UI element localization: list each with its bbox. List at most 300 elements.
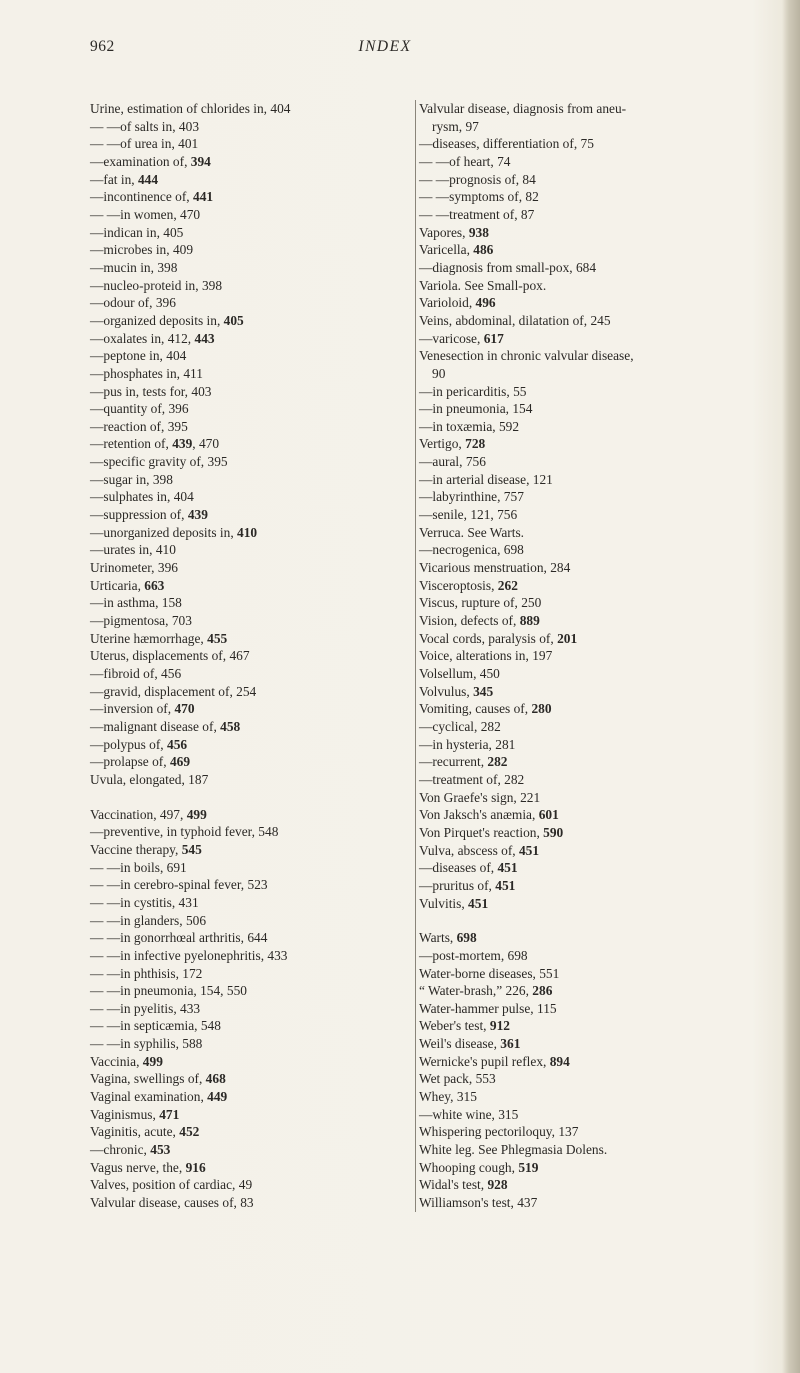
entry-dash: — <box>90 224 104 240</box>
entry-dash: — — <box>90 930 121 946</box>
index-entry <box>90 541 410 559</box>
entry-page-number: 403 <box>178 118 200 134</box>
entry-dash: — <box>90 171 104 187</box>
entry-page-number: 698 <box>503 542 524 558</box>
entry-text: Uvula, elongated, <box>90 771 189 787</box>
entry-page-number: 315 <box>498 1106 519 1122</box>
entry-dash: — <box>419 947 433 963</box>
entry-dash: — — <box>90 983 121 999</box>
entry-page-number: 698 <box>507 947 528 963</box>
entry-page-number: 405 <box>163 224 184 240</box>
entry-dash: — <box>90 348 104 364</box>
entry-text: in phthisis, <box>120 965 183 981</box>
index-entry <box>90 982 410 1000</box>
entry-page-number: 97 <box>465 118 479 134</box>
entry-text: in pericarditis, <box>432 383 514 399</box>
index-entry <box>90 171 410 189</box>
index-entry <box>90 1176 410 1194</box>
entry-text: recurrent, <box>432 754 488 770</box>
index-entry <box>90 1141 410 1159</box>
entry-page-number: 284 <box>550 560 571 576</box>
entry-text: of urea in, <box>120 136 179 152</box>
entry-text: Valvular disease, diagnosis from aneu- <box>419 101 627 116</box>
entry-text: prolapse of, <box>103 754 170 770</box>
entry-dash: — <box>419 418 433 434</box>
entry-dash: — <box>90 189 104 205</box>
entry-text: Vertigo, <box>419 436 466 452</box>
entry-text: specific gravity of, <box>103 454 208 470</box>
index-entry <box>90 224 410 242</box>
entry-dash: — <box>90 542 104 558</box>
entry-page-number: 456 <box>167 736 188 752</box>
entry-page-number: 398 <box>152 471 173 487</box>
index-entry <box>419 877 779 895</box>
entry-page-number: 499 <box>142 1053 163 1069</box>
index-entry <box>90 771 410 789</box>
entry-extra-pages: , 470 <box>192 436 220 452</box>
index-entry <box>419 1123 779 1141</box>
index-entry <box>419 1035 779 1053</box>
entry-dash: — <box>419 542 433 558</box>
index-entry <box>90 418 410 436</box>
entry-page-number: 74 <box>497 153 511 169</box>
index-entry <box>90 965 410 983</box>
entry-page-number: 450 <box>479 666 500 681</box>
entry-dash: — <box>419 860 433 876</box>
index-entry <box>90 312 410 330</box>
entry-text: in cerebro-spinal fever, <box>120 877 248 893</box>
index-entry <box>90 1000 410 1018</box>
entry-page-number: 545 <box>181 841 202 857</box>
entry-dash: — — <box>90 118 121 134</box>
index-entry <box>90 241 410 259</box>
entry-page-number: 121 <box>532 471 553 487</box>
entry-page-number: 409 <box>172 242 194 258</box>
index-entry <box>419 1141 779 1159</box>
entry-dash: — <box>419 401 433 417</box>
entry-dash: — <box>90 277 104 293</box>
entry-text: Vagina, swellings of, <box>90 1071 206 1087</box>
entry-page-number: 82 <box>525 189 539 205</box>
index-entry <box>90 330 410 348</box>
index-entry <box>419 365 779 383</box>
entry-text: Urine, estimation of chlorides in, <box>90 101 271 116</box>
entry-dash: — <box>90 401 104 417</box>
index-entry <box>90 453 410 471</box>
entry-text: Volsellum, <box>419 666 480 681</box>
entry-text: suppression of, <box>103 507 188 523</box>
index-entry <box>419 577 779 595</box>
index-entry <box>90 665 410 683</box>
entry-dash: — — <box>90 894 121 910</box>
index-entry <box>90 594 410 612</box>
index-entry <box>419 736 779 754</box>
entry-page-number: 437 <box>517 1195 538 1211</box>
entry-page-number: 433 <box>267 947 288 963</box>
index-entry <box>90 700 410 718</box>
entry-page-number: 49 <box>238 1177 253 1193</box>
entry-page-number: 506 <box>185 912 207 928</box>
entry-text: cyclical, <box>432 718 481 734</box>
running-head <box>0 38 800 66</box>
index-entry <box>90 683 410 701</box>
entry-dash: — — <box>419 171 450 187</box>
index-entry <box>90 1035 410 1053</box>
entry-page-number: 592 <box>498 418 520 434</box>
index-entry <box>90 1053 410 1071</box>
entry-text: Vocal cords, paralysis of, <box>419 630 558 646</box>
entry-dash: — <box>419 454 433 470</box>
entry-dash: — — <box>419 153 450 169</box>
entry-text: Whey, <box>419 1089 457 1105</box>
index-entry <box>419 929 779 947</box>
entry-page-number: 154 <box>512 401 533 417</box>
entry-page-number: 451 <box>518 842 540 858</box>
entry-text: pigmentosa, <box>103 613 172 629</box>
entry-text: Water-hammer pulse, <box>419 1000 538 1016</box>
index-entry <box>419 435 779 453</box>
entry-page-number: 756 <box>465 454 486 470</box>
entry-page-number: 282 <box>487 754 508 770</box>
entry-dash: — — <box>90 965 121 981</box>
entry-text: Whooping cough, <box>419 1159 519 1175</box>
entry-text: diseases, differentiation of, <box>432 136 581 152</box>
entry-dash: — <box>90 330 104 346</box>
entry-page-number: 469 <box>169 754 191 770</box>
entry-page-number: 431 <box>178 894 199 910</box>
entry-text: pruritus of, <box>432 877 496 893</box>
entry-text: oxalates in, 412, <box>103 330 195 346</box>
entry-page-number: 916 <box>185 1159 206 1175</box>
index-entry <box>419 842 779 860</box>
index-entry <box>419 982 779 1000</box>
entry-page-number: 451 <box>497 860 518 876</box>
index-entry <box>419 1194 779 1212</box>
entry-page-number: 433 <box>180 1000 201 1016</box>
index-entry <box>419 171 779 189</box>
entry-page-number: 395 <box>167 418 188 434</box>
entry-page-number: 404 <box>173 489 194 505</box>
entry-page-number: 250 <box>521 595 542 611</box>
entry-dash: — <box>419 718 433 734</box>
entry-text: sulphates in, <box>103 489 174 505</box>
entry-text: preventive, in typhoid fever, <box>103 824 259 840</box>
index-entry <box>90 135 410 153</box>
entry-text: chronic, <box>103 1142 151 1158</box>
index-entry <box>419 594 779 612</box>
index-entry <box>90 347 410 365</box>
entry-page-number: 172 <box>182 965 203 981</box>
entry-page-number: 282 <box>480 718 501 734</box>
index-entry <box>90 153 410 171</box>
entry-dash: — <box>90 259 104 275</box>
entry-dash: — <box>419 136 433 152</box>
index-entry <box>90 718 410 736</box>
entry-text: fibroid of, <box>103 666 162 681</box>
index-entry <box>419 312 779 330</box>
index-entry <box>90 876 410 894</box>
entry-text: prognosis of, <box>449 171 523 187</box>
entry-text: Von Graefe's sign, <box>419 789 521 805</box>
entry-text: reaction of, <box>103 418 168 434</box>
index-entry <box>90 506 410 524</box>
entry-text: aural, <box>432 454 466 470</box>
index-entry <box>419 806 779 824</box>
entry-text: Whispering pectoriloquy, <box>419 1124 559 1140</box>
entry-text: Von Pirquet's reaction, <box>419 824 544 840</box>
entry-dash: — <box>90 736 104 752</box>
entry-page-number: 889 <box>519 613 540 629</box>
entry-text: symptoms of, <box>449 189 526 205</box>
entry-text: odour of, <box>103 295 156 311</box>
entry-dash: — <box>419 330 433 346</box>
index-entry <box>90 577 410 595</box>
index-entry <box>419 859 779 877</box>
entry-page-number: 345 <box>473 683 494 699</box>
entry-dash: — — <box>90 206 121 222</box>
entry-text: varicose, <box>432 330 484 346</box>
index-entry <box>419 647 779 665</box>
entry-dash: — <box>90 489 104 505</box>
entry-page-number: 411 <box>183 365 203 381</box>
entry-text: mucin in, <box>103 259 158 275</box>
entry-page-number: 644 <box>247 930 268 946</box>
entry-dash: — — <box>90 947 121 963</box>
index-entry <box>90 823 410 841</box>
entry-dash: — <box>419 259 433 275</box>
entry-page-number: 398 <box>201 277 223 293</box>
index-entry <box>419 277 779 295</box>
entry-dash: — — <box>90 877 121 893</box>
entry-text: Volvulus, <box>419 683 474 699</box>
index-entry <box>419 100 779 118</box>
entry-text: malignant disease of, <box>103 718 221 734</box>
index-entry <box>419 753 779 771</box>
entry-page-number: 75 <box>580 136 594 152</box>
index-entry <box>419 947 779 965</box>
entry-text: Vulvitis, <box>419 895 469 911</box>
entry-text: Urinometer, <box>90 560 158 576</box>
entry-dash: — <box>90 595 104 611</box>
index-entry <box>90 912 410 930</box>
entry-page-number: 728 <box>465 436 486 452</box>
entry-page-number: 282 <box>504 771 525 787</box>
entry-page-number: 197 <box>532 648 553 664</box>
index-entry <box>419 1106 779 1124</box>
entry-text: in pneumonia, 154, <box>120 983 227 999</box>
entry-page-number: 471 <box>159 1106 180 1122</box>
index-entry <box>90 929 410 947</box>
index-entry <box>90 894 410 912</box>
entry-text: Valvular disease, causes of, <box>90 1195 241 1211</box>
entry-text: quantity of, <box>103 401 169 417</box>
index-entry <box>419 895 779 913</box>
entry-page-number: 912 <box>489 1018 510 1034</box>
entry-text: white wine, <box>432 1106 499 1122</box>
index-entry <box>90 118 410 136</box>
entry-page-number: 398 <box>157 259 178 275</box>
index-entry <box>90 1159 410 1177</box>
entry-page-number: 396 <box>157 560 178 576</box>
entry-text: gravid, displacement of, <box>103 683 237 699</box>
entry-page-number: 221 <box>520 789 541 805</box>
index-column-left <box>90 100 410 1212</box>
entry-dash: — — <box>419 189 450 205</box>
index-entry <box>90 488 410 506</box>
entry-page-number: 449 <box>207 1089 228 1105</box>
entry-text: examination of, <box>103 153 191 169</box>
entry-page-number: 281 <box>495 736 516 752</box>
entry-text: in hysteria, <box>432 736 496 752</box>
index-entry <box>90 188 410 206</box>
entry-text: Widal's test, <box>419 1177 488 1193</box>
entry-text: polypus of, <box>103 736 167 752</box>
entry-text: in glanders, <box>120 912 186 928</box>
entry-dash: — <box>419 736 433 752</box>
entry-page-number: 553 <box>475 1071 496 1087</box>
entry-text: in boils, <box>120 859 167 875</box>
entry-page-number: 468 <box>205 1071 226 1087</box>
entry-dash: — <box>90 754 104 770</box>
index-entry <box>419 789 779 807</box>
index-entry <box>90 206 410 224</box>
entry-text: Vision, defects of, <box>419 613 520 629</box>
index-entry <box>419 718 779 736</box>
entry-text: Warts, <box>419 930 457 946</box>
index-entry <box>419 347 779 365</box>
entry-page-number: 396 <box>155 295 176 311</box>
entry-page-number: 315 <box>456 1089 477 1105</box>
index-entry <box>419 1176 779 1194</box>
entry-page-number: 55 <box>513 383 527 399</box>
entry-text: Vulva, abscess of, <box>419 842 519 858</box>
index-entry <box>419 135 779 153</box>
entry-page-number: 519 <box>518 1159 539 1175</box>
entry-text: indican in, <box>103 224 164 240</box>
entry-text: urates in, <box>103 542 156 558</box>
entry-page-number: 470 <box>174 701 195 717</box>
entry-text: peptone in, <box>103 348 167 364</box>
entry-text: in asthma, <box>103 595 162 611</box>
index-entry <box>419 630 779 648</box>
entry-page-number: 452 <box>179 1124 200 1140</box>
entry-text: Vaccination, 497, <box>90 806 187 822</box>
index-entry <box>419 559 779 577</box>
entry-text: labyrinthine, <box>432 489 504 505</box>
entry-text: necrogenica, <box>432 542 504 558</box>
entry-text: incontinence of, <box>103 189 193 205</box>
index-entry <box>419 824 779 842</box>
index-entry <box>419 383 779 401</box>
entry-dash: — <box>419 471 433 487</box>
entry-dash: — <box>90 383 104 399</box>
entry-dash: — <box>90 436 104 452</box>
index-entry <box>90 841 410 859</box>
index-entry <box>90 524 410 542</box>
entry-page-number: 894 <box>549 1053 570 1069</box>
entry-dash: — <box>90 365 104 381</box>
index-entry <box>419 965 779 983</box>
entry-page-number: 691 <box>166 859 187 875</box>
entry-text: diagnosis from small-pox, <box>432 259 576 275</box>
index-entry <box>419 1053 779 1071</box>
index-entry <box>90 1017 410 1035</box>
entry-page-number: 405 <box>223 312 244 328</box>
index-entry <box>90 1123 410 1141</box>
entry-page-number: 453 <box>150 1142 171 1158</box>
entry-text: in cystitis, <box>120 894 179 910</box>
entry-text: Weil's disease, <box>419 1036 501 1052</box>
entry-dash: — — <box>419 206 450 222</box>
index-entry <box>90 383 410 401</box>
entry-dash: — — <box>90 1000 121 1016</box>
entry-dash: — — <box>90 1018 121 1034</box>
index-entry <box>90 647 410 665</box>
page-number: 962 <box>90 38 115 55</box>
entry-page-number: 757 <box>503 489 524 505</box>
entry-dash: — <box>419 754 433 770</box>
entry-text: Vomiting, causes of, <box>419 701 532 717</box>
entry-text: sugar in, <box>103 471 153 487</box>
entry-text: Vagus nerve, the, <box>90 1159 186 1175</box>
entry-dash: — <box>90 418 104 434</box>
index-entry <box>419 771 779 789</box>
entry-dash: — <box>90 471 104 487</box>
entry-page-number: 87 <box>520 206 535 222</box>
index-entry <box>419 453 779 471</box>
entry-text: microbes in, <box>103 242 173 258</box>
entry-text: in arterial disease, <box>432 471 533 487</box>
index-column-right <box>415 100 779 1212</box>
entry-dash: — — <box>90 912 121 928</box>
entry-text: Weber's test, <box>419 1018 490 1034</box>
entry-page-number: 458 <box>220 718 241 734</box>
entry-page-number: 451 <box>495 877 516 893</box>
entry-page-number: 590 <box>543 824 564 840</box>
entry-text: Water-borne diseases, <box>419 965 540 981</box>
entry-dash: — <box>90 153 104 169</box>
entry-dash: — <box>419 489 433 505</box>
entry-page-number: 439 <box>172 436 193 452</box>
entry-page-number: 394 <box>190 153 211 169</box>
index-entry <box>419 506 779 524</box>
entry-dash: — <box>90 613 104 629</box>
index-entry <box>419 206 779 224</box>
page-title: INDEX <box>358 38 412 55</box>
entry-text: in pneumonia, <box>432 401 513 417</box>
index-entry <box>90 947 410 965</box>
index-entry <box>90 630 410 648</box>
entry-text: senile, 121, <box>432 507 498 523</box>
index-entry <box>419 188 779 206</box>
index-entry <box>90 1194 410 1212</box>
entry-page-number: 588 <box>182 1036 203 1052</box>
entry-dash: — <box>90 701 104 717</box>
entry-text: in gonorrhœal arthritis, <box>120 930 248 946</box>
entry-text: in infective pyelonephritis, <box>120 947 268 963</box>
entry-page-number: 245 <box>590 312 611 328</box>
entry-text: in pyelitis, <box>120 1000 181 1016</box>
entry-text: inversion of, <box>103 701 175 717</box>
entry-dash: — <box>90 718 104 734</box>
entry-text: retention of, <box>103 436 173 452</box>
entry-dash: — <box>90 524 104 540</box>
index-entry <box>90 277 410 295</box>
entry-text: Vaccine therapy, <box>90 841 182 857</box>
entry-page-number: 83 <box>240 1195 254 1211</box>
entry-page-number: 496 <box>475 295 496 311</box>
index-entry <box>419 1070 779 1088</box>
